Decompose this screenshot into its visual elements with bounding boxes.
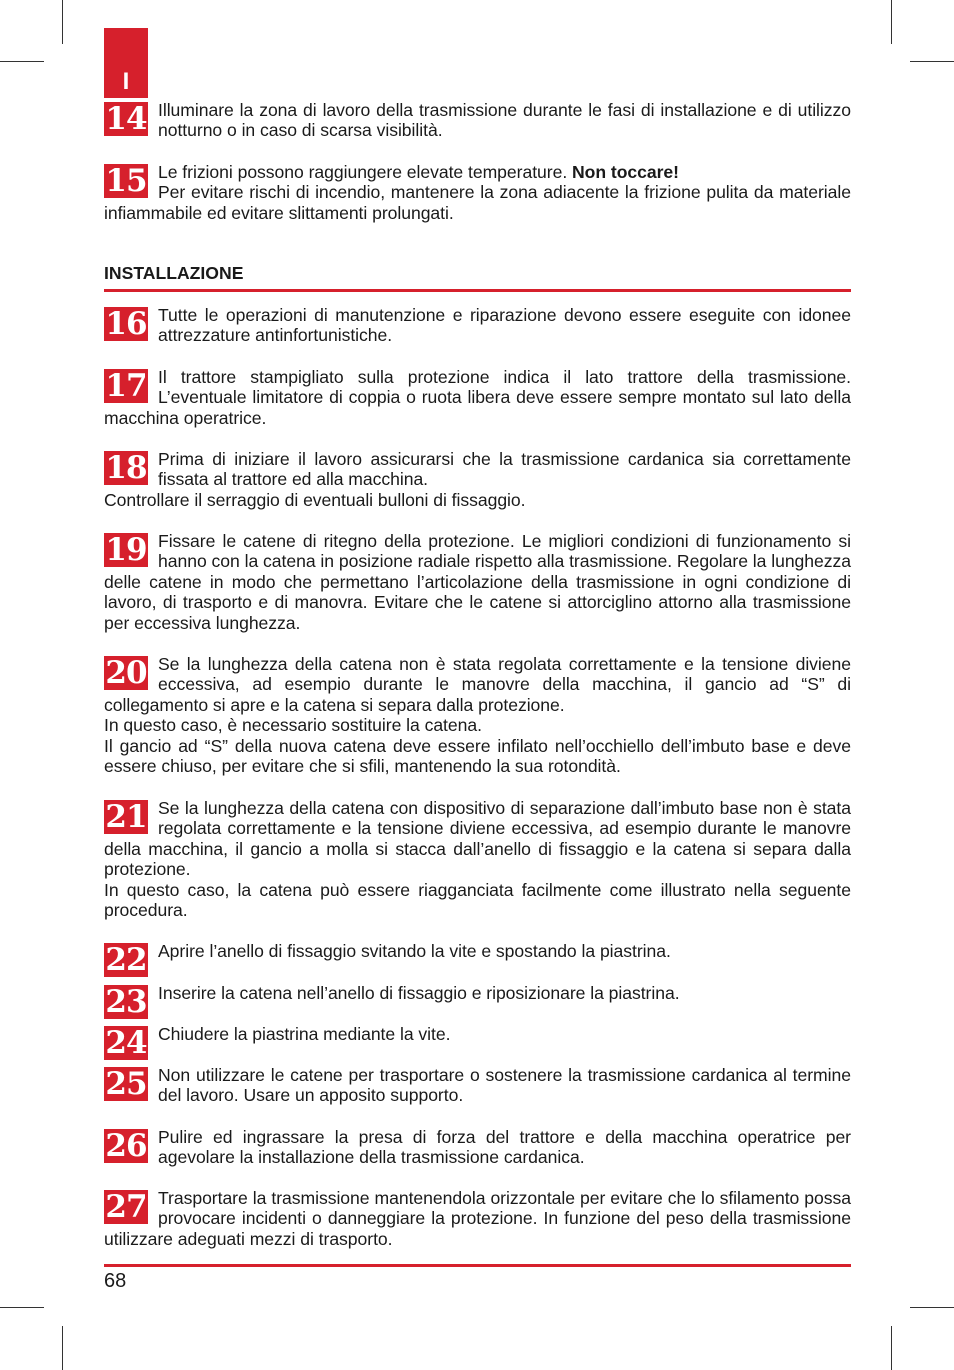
item-number-badge: 20	[105, 655, 147, 691]
item-number-badge: 24	[105, 1025, 147, 1061]
item-27	[104, 1188, 851, 1249]
item-text: Tutte le operazioni di manutenzione e riparazione devono essere eseguite con idonee attrezzature antinfortunistiche.	[158, 305, 851, 346]
item-25	[104, 1065, 851, 1106]
section-heading: INSTALLAZIONE	[104, 263, 851, 292]
item-number-badge: 22	[105, 942, 147, 978]
item-text: Trasportare la trasmissione mantenendola orizzontale per evitare che lo sfilamento possa provocare incidenti o danneggiare la protezione. In funzione del peso della trasmissione utilizzare adeguati mezzi di trasporto.	[104, 1188, 851, 1249]
item-number-badge: 25	[105, 1066, 147, 1102]
item-23	[104, 983, 851, 1019]
item-text: Il trattore stampigliato sulla protezione indica il lato trattore della trasmissione. L’eventuale limitatore di coppia o ruota libera deve essere sempre montato sul lato della macchina operatrice.	[104, 367, 851, 428]
item-text: Aprire l’anello di fissaggio svitando la vite e spostando la piastrina.	[158, 941, 671, 961]
item-14	[104, 100, 851, 141]
item-text: In questo caso, è necessario sostituire la catena.	[104, 715, 482, 736]
item-number-badge: 17	[105, 368, 147, 404]
crop-mark	[0, 61, 44, 62]
item-20	[104, 654, 851, 776]
item-text: Pulire ed ingrassare la presa di forza del trattore e della macchina operatrice per agevolare la installazione della trasmissione cardanica.	[158, 1127, 851, 1168]
crop-mark	[910, 61, 954, 62]
page-number: 68	[104, 1270, 127, 1292]
item-text: Per evitare rischi di incendio, mantenere la zona adiacente la frizione pulita da materiale infiammabile ed evitare slittamenti prolungati.	[104, 182, 851, 223]
footer-divider	[104, 1264, 851, 1267]
item-number-badge: 15	[105, 163, 147, 199]
item-number-badge: 14	[105, 101, 147, 137]
language-tab: I	[104, 28, 148, 98]
item-17	[104, 367, 851, 428]
item-text: Controllare il serraggio di eventuali bulloni di fissaggio.	[104, 489, 526, 510]
item-15	[104, 162, 851, 223]
item-number-badge: 18	[105, 450, 147, 486]
item-26	[104, 1127, 851, 1168]
item-text: Se la lunghezza della catena non è stata regolata correttamente e la tensione diviene eccessiva, ad esempio durante le manovre della macchina, il gancio ad “S” di collegamento si apre e la catena si separa dalla protezione.	[104, 654, 851, 715]
item-text: Prima di iniziare il lavoro assicurarsi che la trasmissione cardanica sia correttamente fissata al trattore ed alla macchina.	[158, 449, 851, 490]
crop-mark	[910, 1307, 954, 1308]
item-text: Fissare le catene di ritegno della protezione. Le migliori condizioni di funzionamento si hanno con la catena in posizione radiale rispetto alla trasmissione. Regolare la lunghezza delle catene in modo che permettano l’articolazione della trasmissione in ogni condizione di lavoro, di trasporto e di manovra. Evitare che le catene si attorciglino attorno alla trasmissione per eccessiva lunghezza.	[104, 531, 851, 633]
item-18	[104, 449, 851, 510]
item-number-badge: 27	[105, 1189, 147, 1225]
crop-mark	[891, 0, 892, 44]
item-text: In questo caso, la catena può essere riagganciata facilmente come illustrato nella seguente procedura.	[104, 879, 851, 921]
item-16	[104, 305, 851, 346]
item-text: Inserire la catena nell’anello di fissaggio e riposizionare la piastrina.	[158, 983, 680, 1003]
item-text: Le frizioni possono raggiungere elevate temperature.	[158, 162, 572, 182]
item-text: Il gancio ad “S” della nuova catena deve essere infilato nell’occhiello dell’imbuto base e deve essere chiuso, per evitare che si sfili, mantenendo la sua rotondità.	[104, 735, 851, 777]
item-19	[104, 531, 851, 633]
item-text: Illuminare la zona di lavoro della trasmissione durante le fasi di installazione e di utilizzo notturno o in caso di scarsa visibilità.	[158, 100, 851, 141]
item-number-badge: 23	[105, 984, 147, 1020]
warning-text: Non toccare!	[572, 162, 679, 182]
item-number-badge: 19	[105, 532, 147, 568]
item-number-badge: 26	[105, 1128, 147, 1164]
item-text: Non utilizzare le catene per trasportare o sostenere la trasmissione cardanica al termine del lavoro. Usare un apposito supporto.	[158, 1065, 851, 1106]
item-24	[104, 1024, 851, 1060]
crop-mark	[891, 1326, 892, 1370]
item-number-badge: 16	[105, 306, 147, 342]
item-22	[104, 941, 851, 977]
crop-mark	[0, 1307, 44, 1308]
crop-mark	[62, 1326, 63, 1370]
item-number-badge: 21	[105, 799, 147, 835]
item-text: Chiudere la piastrina mediante la vite.	[158, 1024, 451, 1044]
item-text: Se la lunghezza della catena con dispositivo di separazione dall’imbuto base non è stata regolata correttamente e la tensione diviene eccessiva, ad esempio durante le manovre della macchina, il gancio a molla si stacca dall’anello di fissaggio e la catena si separa dalla protezione.	[104, 798, 851, 880]
item-21	[104, 798, 851, 920]
crop-mark	[62, 0, 63, 44]
